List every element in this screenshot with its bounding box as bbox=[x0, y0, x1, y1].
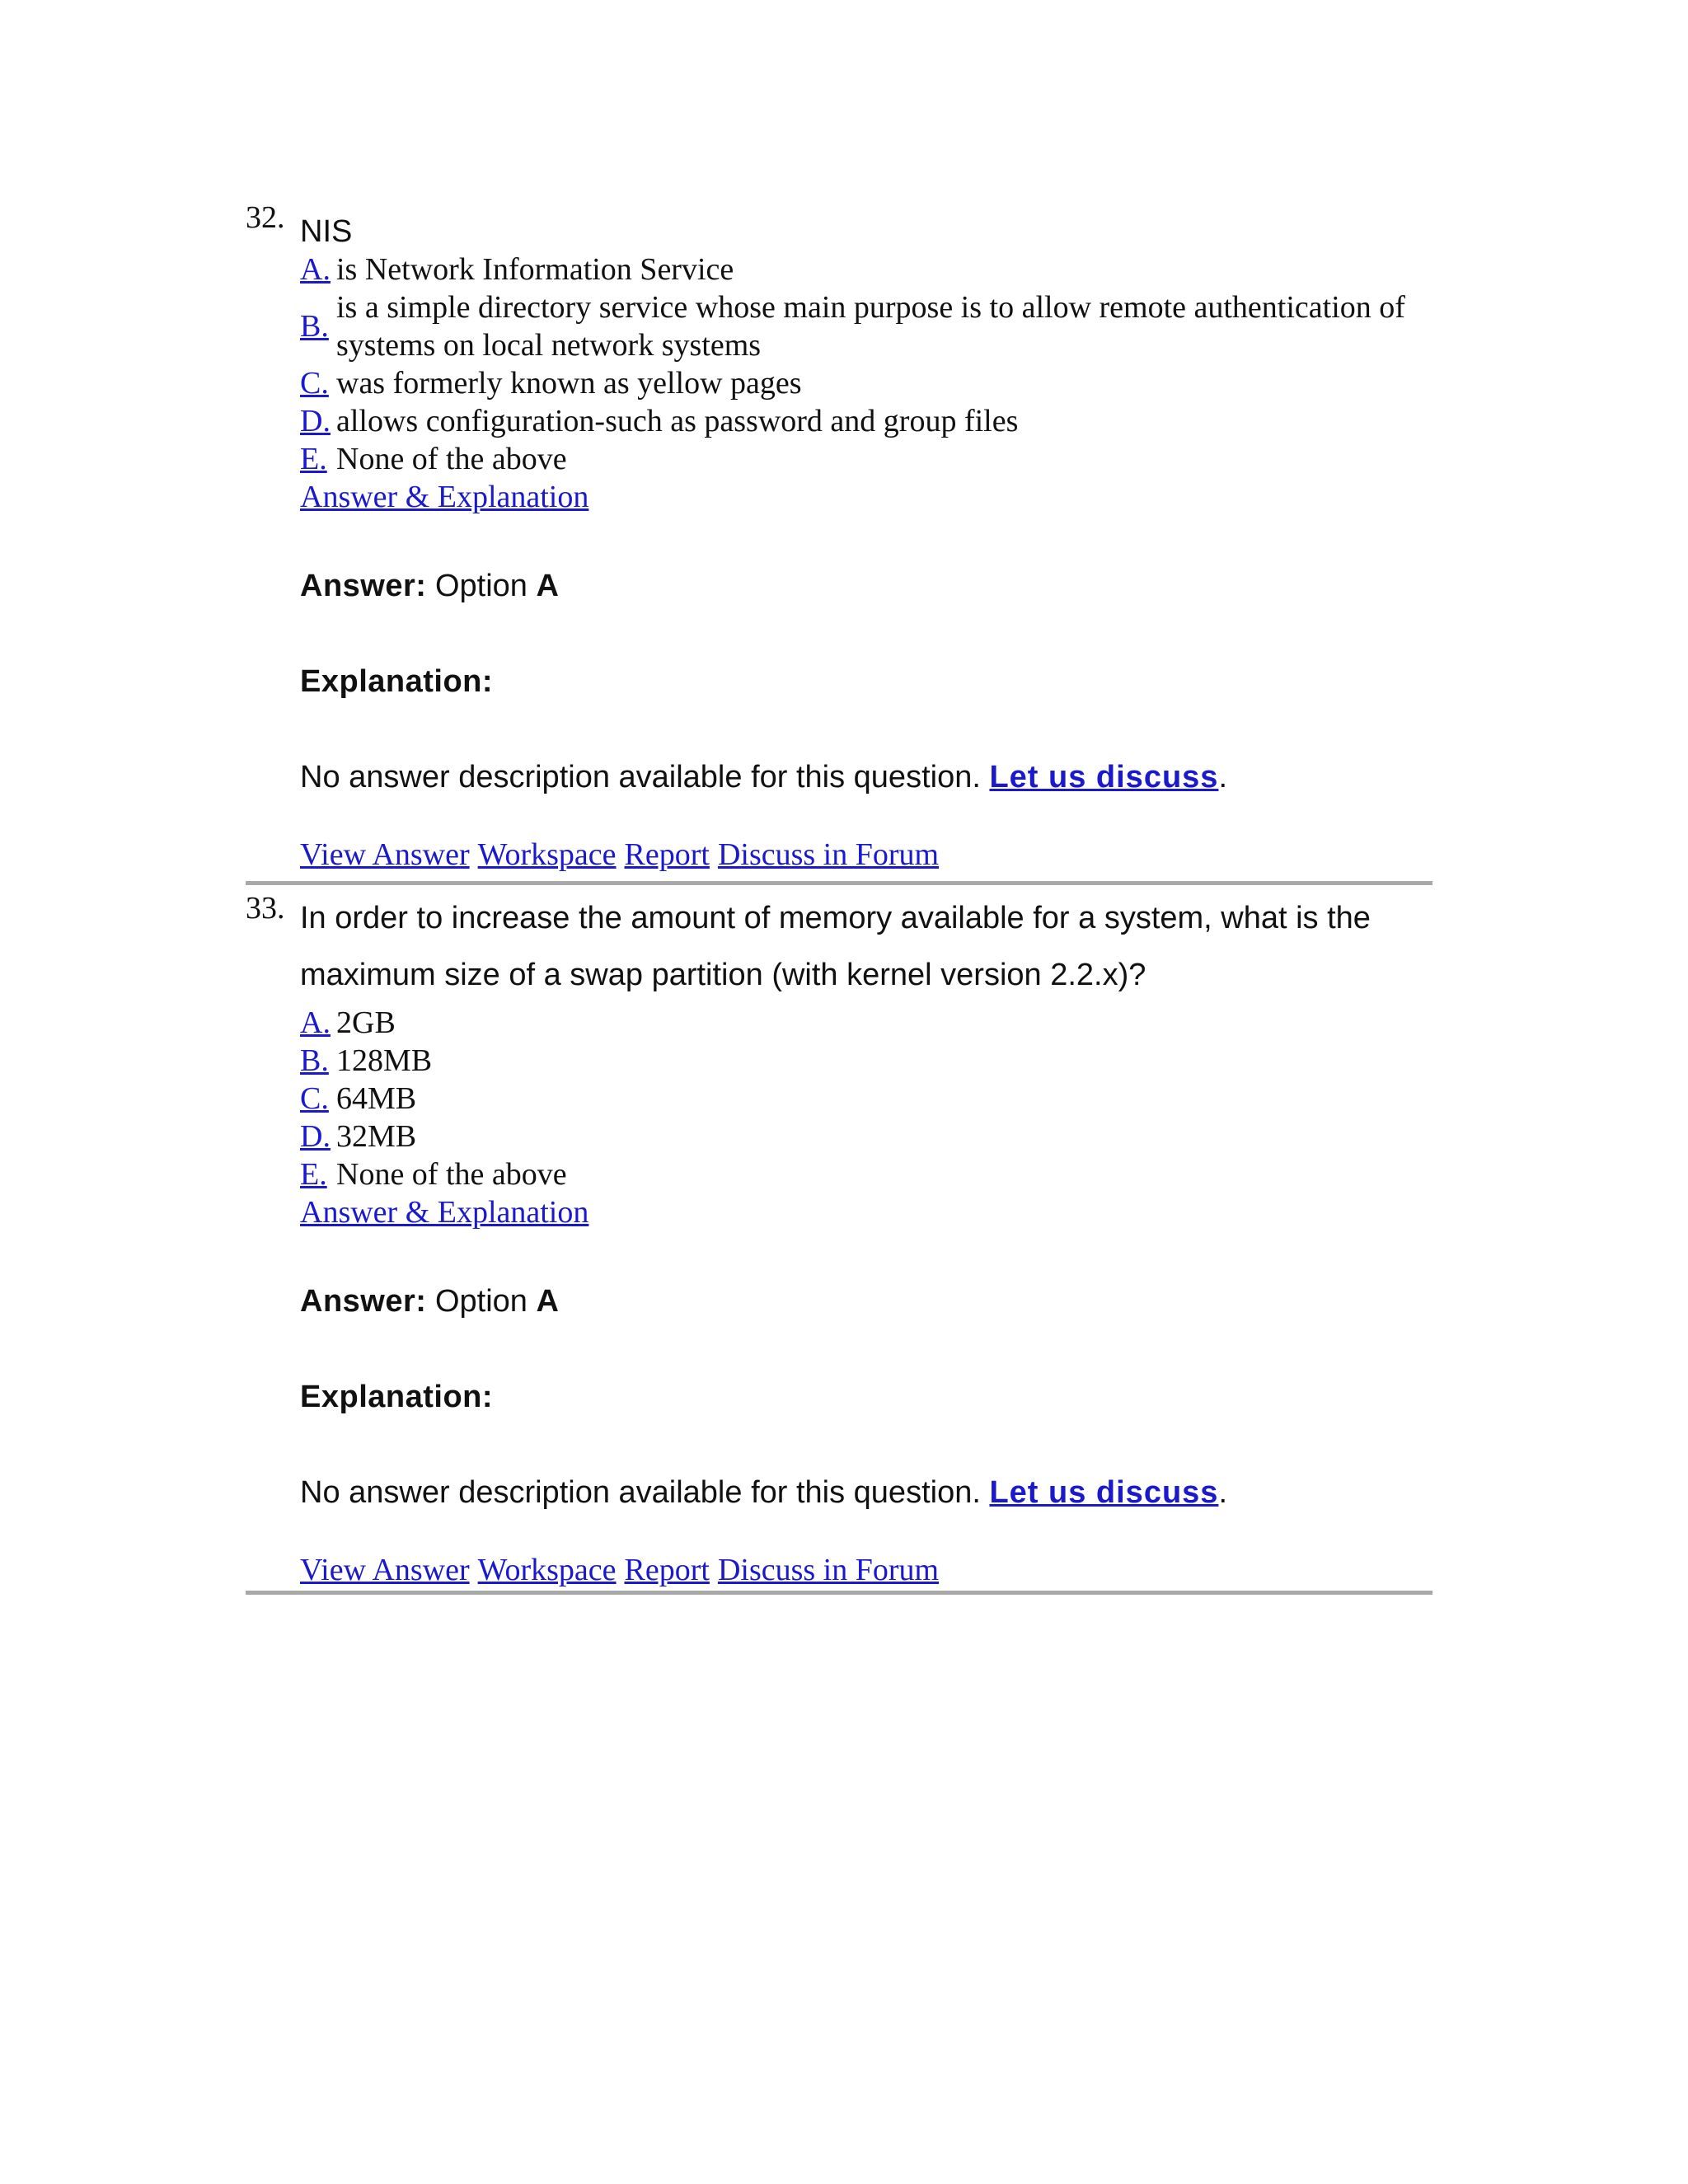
workspace-link[interactable]: Workspace bbox=[477, 1553, 617, 1587]
explanation-end: . bbox=[1218, 760, 1227, 794]
option-d-link[interactable]: D. bbox=[300, 404, 331, 438]
option-d bbox=[300, 1118, 1437, 1155]
option-e-text: None of the above bbox=[336, 442, 567, 476]
workspace-link[interactable]: Workspace bbox=[477, 837, 617, 872]
explanation-label: Explanation: bbox=[300, 1380, 494, 1414]
answer-explanation-link[interactable]: Answer & Explanation bbox=[300, 480, 589, 514]
question-text: In order to increase the amount of memory available for a system, what is the maximum size of a swap partition (with kernel version 2.2.x)? bbox=[300, 901, 1371, 992]
option-a bbox=[300, 251, 1437, 288]
discuss-in-forum-link[interactable]: Discuss in Forum bbox=[717, 837, 940, 872]
answer-prefix: Option bbox=[434, 569, 528, 603]
option-a-text: is Network Information Service bbox=[336, 252, 734, 287]
action-links bbox=[300, 836, 1437, 874]
option-c bbox=[300, 1080, 1437, 1118]
option-d-text: 32MB bbox=[336, 1119, 417, 1154]
question-divider bbox=[246, 881, 1432, 885]
question-body bbox=[300, 890, 1437, 1589]
explanation-end: . bbox=[1218, 1475, 1227, 1510]
answer-prefix: Option bbox=[434, 1284, 528, 1319]
explanation-body: No answer description available for this question. bbox=[300, 1475, 981, 1510]
option-b-link[interactable]: B. bbox=[300, 1043, 329, 1078]
report-link[interactable]: Report bbox=[624, 1553, 710, 1587]
question-body bbox=[300, 213, 1437, 874]
explanation-text bbox=[300, 1474, 1437, 1511]
discuss-in-forum-link[interactable]: Discuss in Forum bbox=[717, 1553, 940, 1587]
question-divider bbox=[246, 1591, 1432, 1595]
question-number: 33. bbox=[246, 891, 285, 926]
option-b-text: 128MB bbox=[336, 1043, 433, 1078]
view-answer-link[interactable]: View Answer bbox=[300, 1553, 470, 1587]
answer-value: A bbox=[536, 569, 559, 603]
let-us-discuss-link[interactable]: Let us discuss bbox=[989, 760, 1219, 794]
option-b bbox=[300, 288, 1437, 364]
option-e-link[interactable]: E. bbox=[300, 442, 327, 476]
question-number: 32. bbox=[246, 200, 285, 235]
view-answer-link[interactable]: View Answer bbox=[300, 837, 470, 872]
option-c-link[interactable]: C. bbox=[300, 366, 329, 401]
option-e-link[interactable]: E. bbox=[300, 1157, 327, 1192]
report-link[interactable]: Report bbox=[624, 837, 710, 872]
answer-label: Answer: bbox=[300, 1284, 427, 1319]
option-b bbox=[300, 1042, 1437, 1080]
option-c-text: was formerly known as yellow pages bbox=[336, 366, 802, 401]
option-a bbox=[300, 1004, 1437, 1042]
option-d bbox=[300, 402, 1437, 440]
answer-label: Answer: bbox=[300, 569, 427, 603]
option-a-link[interactable]: A. bbox=[300, 1005, 331, 1040]
option-c-link[interactable]: C. bbox=[300, 1081, 329, 1116]
answer-line bbox=[300, 567, 1437, 605]
explanation-body: No answer description available for this question. bbox=[300, 760, 981, 794]
option-c-text: 64MB bbox=[336, 1081, 417, 1116]
option-e bbox=[300, 1155, 1437, 1193]
let-us-discuss-link[interactable]: Let us discuss bbox=[989, 1475, 1219, 1510]
option-e bbox=[300, 440, 1437, 478]
answer-line bbox=[300, 1282, 1437, 1320]
explanation-text bbox=[300, 758, 1437, 796]
option-c bbox=[300, 364, 1437, 402]
answer-explanation-link[interactable]: Answer & Explanation bbox=[300, 1195, 589, 1230]
answer-value: A bbox=[536, 1284, 559, 1319]
explanation-label: Explanation: bbox=[300, 664, 494, 699]
question-text: NIS bbox=[300, 214, 353, 249]
option-b-link[interactable]: B. bbox=[300, 309, 329, 344]
option-a-link[interactable]: A. bbox=[300, 252, 331, 287]
option-e-text: None of the above bbox=[336, 1157, 567, 1192]
option-d-link[interactable]: D. bbox=[300, 1119, 331, 1154]
option-b-text: is a simple directory service whose main purpose is to allow remote authentication of systems on local network systems bbox=[336, 290, 1405, 363]
action-links bbox=[300, 1551, 1437, 1589]
option-d-text: allows configuration-such as password and group files bbox=[336, 404, 1019, 438]
option-a-text: 2GB bbox=[336, 1005, 396, 1040]
